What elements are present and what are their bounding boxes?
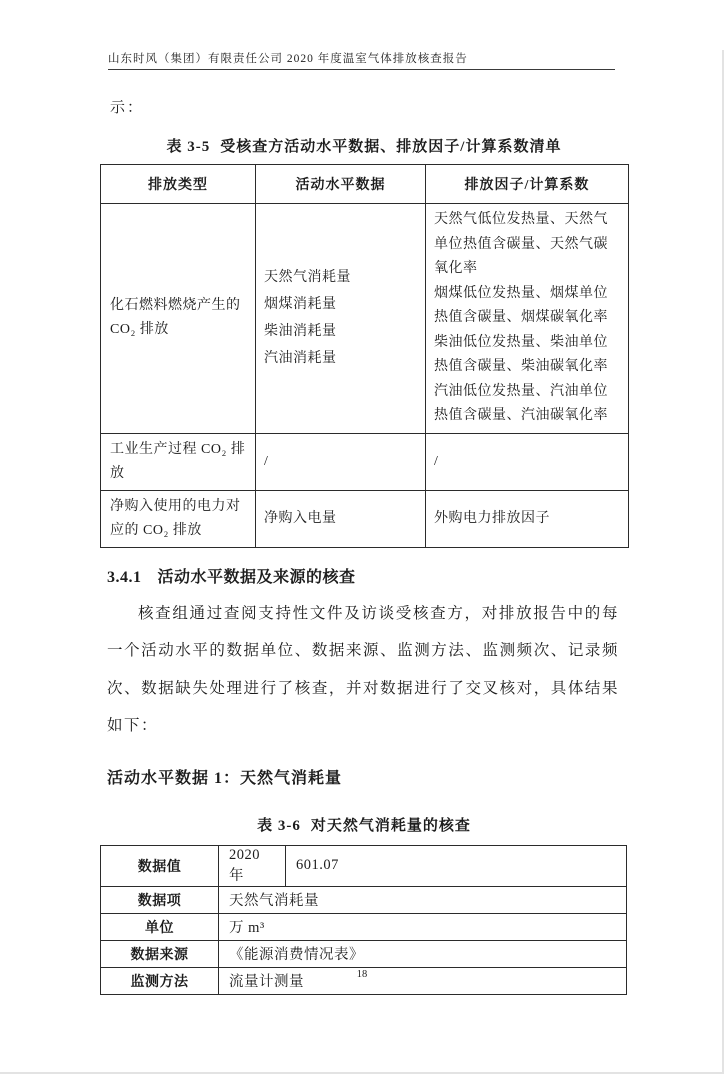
table35-row-industrial-process [101, 433, 629, 490]
monitoring-method-label: 监测方法 [101, 967, 219, 994]
document-page [0, 50, 722, 1072]
lead-text: 示： [110, 100, 145, 116]
report-title: 山东时风（集团）有限责任公司 2020 年度温室气体排放核查报告 [108, 53, 468, 65]
table36-row-data-source [101, 940, 627, 967]
table35-caption-text: 受核查方活动水平数据、排放因子/计算系数清单 [220, 139, 562, 155]
table35-caption [100, 135, 628, 156]
activity-diesel: 柴油消耗量 [264, 324, 337, 340]
table36-caption-text: 对天然气消耗量的核查 [310, 817, 471, 834]
data-source-value: 《能源消费情况表》 [219, 940, 627, 967]
table36-caption [100, 814, 628, 835]
data-value-year: 2020 年 [219, 845, 286, 886]
section-title: 活动水平数据及来源的核查 [157, 568, 356, 586]
table35-header-emission-factor: 排放因子/计算系数 [426, 165, 629, 204]
data-item-value: 天然气消耗量 [219, 886, 627, 913]
fossil-emission-type: 化石燃料燃烧产生的 CO₂ 排放 [101, 204, 256, 434]
data-source-label: 数据来源 [101, 940, 219, 967]
table35-header-row [101, 165, 629, 204]
electricity-emission-type: 净购入使用的电力对应的 CO₂ 排放 [101, 490, 256, 547]
table35-row-fossil-fuel [101, 204, 629, 434]
table36-row-data-value [101, 845, 627, 886]
table35-header-activity-data: 活动水平数据 [256, 165, 426, 204]
factor-gasoline: 汽油低位发热量、汽油单位热值含碳量、汽油碳氧化率 [434, 383, 608, 423]
running-header [108, 50, 615, 70]
monitoring-method-value: 流量计测量 [219, 967, 627, 994]
table35-header-emission-type: 排放类型 [101, 165, 256, 204]
factor-coal: 烟煤低位发热量、烟煤单位热值含碳量、烟煤碳氧化率 [434, 285, 608, 325]
table36-row-unit [101, 913, 627, 940]
table35-caption-label: 表 3-5 [166, 139, 211, 155]
process-activity-data: / [256, 433, 426, 490]
activity-data-1-heading: 活动水平数据 1：天然气消耗量 [107, 769, 343, 787]
data-value-amount: 601.07 [286, 845, 627, 886]
data-value-label: 数据值 [101, 845, 219, 886]
table36-caption-label: 表 3-6 [257, 817, 301, 834]
section-number: 3.4.1 [107, 568, 142, 586]
activity-natural-gas: 天然气消耗量 [264, 270, 351, 286]
unit-label: 单位 [101, 913, 219, 940]
fossil-emission-factors [426, 204, 629, 434]
factor-natural-gas: 天然气低位发热量、天然气单位热值含碳量、天然气碳氧化率 [434, 212, 608, 276]
process-emission-type: 工业生产过程 CO₂ 排放 [101, 433, 256, 490]
electricity-activity-data: 净购入电量 [256, 490, 426, 547]
process-emission-factor: / [426, 433, 629, 490]
factor-diesel: 柴油低位发热量、柴油单位热值含碳量、柴油碳氧化率 [434, 334, 608, 374]
fossil-activity-data [256, 204, 426, 434]
section-heading-3-4-1 [107, 564, 722, 587]
electricity-emission-factor: 外购电力排放因子 [426, 490, 629, 547]
data-item-label: 数据项 [101, 886, 219, 913]
page-number: 18 [356, 969, 368, 980]
section-paragraph: 核查组通过查阅支持性文件及访谈受核查方，对排放报告中的每一个活动水平的数据单位、数据来源、监测方法、监测频次、记录频次、数据缺失处理进行了核查，并对数据进行了交叉核对，具体结果如下： [107, 604, 619, 734]
unit-value: 万 m³ [219, 913, 627, 940]
table35-row-purchased-electricity [101, 490, 629, 547]
table-activity-data-factors [100, 164, 629, 548]
activity-coal: 烟煤消耗量 [264, 297, 337, 313]
activity-gasoline: 汽油消耗量 [264, 351, 337, 367]
table36-row-data-item [101, 886, 627, 913]
